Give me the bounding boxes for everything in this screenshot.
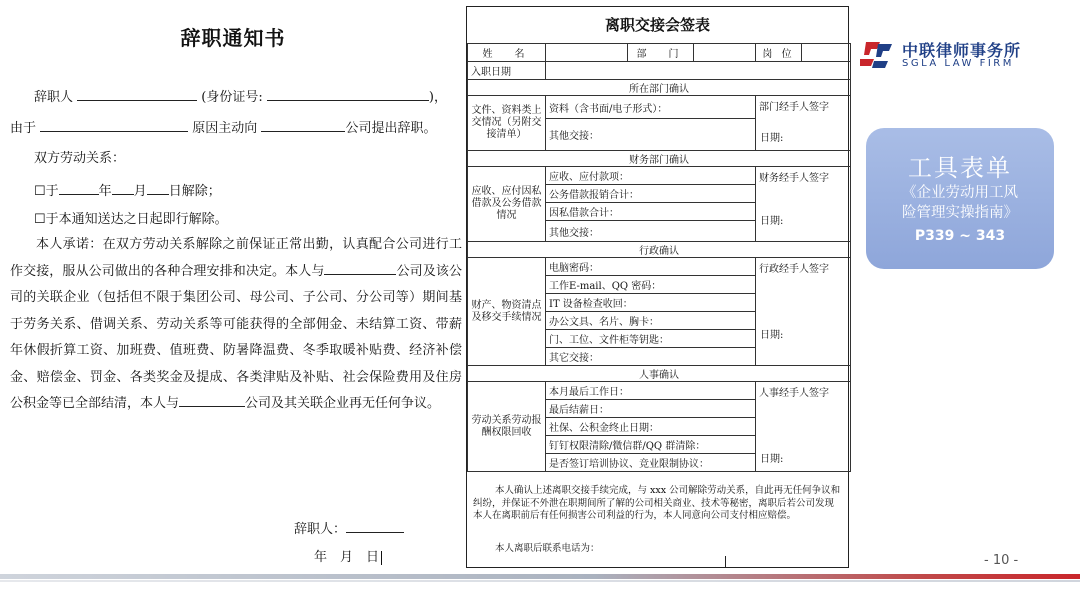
section4-item: 钉钉权限清除/微信群/QQ 群清除： [546, 436, 756, 454]
form-contact-phone: 本人离职后联系电话为： [495, 543, 600, 554]
entry-date-value[interactable] [546, 62, 851, 80]
section4-item: 本月最后工作日： [546, 382, 756, 400]
blank-field [179, 394, 245, 407]
section4-item: 最后结薪日： [546, 400, 756, 418]
form-declaration: 本人确认上述离职交接手续完成，与 xxx 公司解除劳动关系，自此再无任何争议和纠纷，并保证不外泄在职期间所了解的公司相关商业、技术等秘密，离职后若公司发现本人在离职前后有任何损害公司利益的行为，本人同意向公司支付相应赔偿。 [473, 485, 841, 521]
entry-date-label: 入职日期 [468, 62, 546, 80]
form-title: 离职交接会签表 [604, 16, 710, 34]
firm-logo [860, 38, 1035, 72]
firm-name-en: SGLA LAW FIRM [902, 58, 1014, 69]
section2-item: 公务借款报销合计： [546, 185, 756, 203]
blank-field [77, 88, 197, 101]
section1-item: 其他交接： [546, 119, 756, 151]
section3-item: 门、工位、文件柜等钥匙： [546, 330, 756, 348]
section2-category: 应收、应付因私借款及公务借款情况 [468, 167, 546, 242]
name-label: 姓 名 [468, 44, 546, 62]
notice-title: 辞职通知书 [180, 26, 286, 50]
section2-item: 因私借款合计： [546, 203, 756, 221]
section1-signature[interactable]: 部门经手人签字 日期: [756, 96, 851, 151]
firm-name-cn: 中联律师事务所 [902, 41, 1022, 60]
section-dept-confirm: 所在部门确认 [468, 80, 851, 96]
section3-item: 其它交接： [546, 348, 756, 366]
section-finance-confirm: 财务部门确认 [468, 151, 851, 167]
section1-category: 文件、资料类上交情况（另附交接清单） [468, 96, 546, 151]
blank-field [59, 182, 99, 195]
section3-item: IT 设备检查收回： [546, 294, 756, 312]
notice-option-immediate: ☐于本通知送达之日起即行解除。 [34, 212, 228, 227]
tool-form-badge [866, 128, 1054, 269]
section3-signature[interactable]: 行政经手人签字 日期: [756, 258, 851, 366]
badge-book-title: 《企业劳动用工风 险管理实操指南》 [902, 185, 1018, 221]
dept-value[interactable] [694, 44, 756, 62]
dept-label: 部 门 [628, 44, 694, 62]
handover-signoff-form [466, 6, 849, 568]
section4-item: 是否签订培训协议、竞业限制协议： [546, 454, 756, 472]
section4-category: 劳动关系劳动报酬权限回收 [468, 382, 546, 472]
position-label: 岗 位 [756, 44, 802, 62]
form-table [467, 43, 851, 472]
section3-item: 办公文具、名片、胸卡： [546, 312, 756, 330]
blank-field [40, 119, 188, 132]
blank-field [346, 520, 404, 533]
notice-line-relation: 双方劳动关系： [34, 151, 126, 166]
notice-signature: 辞职人： [294, 520, 404, 538]
blank-field [147, 182, 169, 195]
section4-item: 社保、公积金终止日期： [546, 418, 756, 436]
section1-item: 资料（含书面/电子形式）： [546, 96, 756, 119]
name-value[interactable] [546, 44, 628, 62]
text-cursor [381, 551, 382, 565]
resignation-notice [0, 0, 466, 580]
badge-pages: P339 ~ 343 [914, 228, 1006, 244]
section3-category: 财产、物资清点及移交手续情况 [468, 258, 546, 366]
notice-date: 年 月 日 [314, 550, 382, 566]
blank-field [324, 262, 396, 275]
section3-item: 电脑密码： [546, 258, 756, 276]
firm-logo-icon [860, 40, 894, 68]
position-value[interactable] [802, 44, 851, 62]
blank-field [261, 119, 345, 132]
section4-signature[interactable]: 人事经手人签字 日期: [756, 382, 851, 472]
section-admin-confirm: 行政确认 [468, 242, 851, 258]
section3-item: 工作E-mail、QQ 密码： [546, 276, 756, 294]
notice-line-resigner: 辞职人 (身份证号: )， [34, 90, 447, 105]
notice-option-date: ☐于 年 月 日解除； [34, 184, 221, 199]
section-hr-confirm: 人事确认 [468, 366, 851, 382]
blank-field [112, 182, 134, 195]
section2-signature[interactable]: 财务经手人签字 日期: [756, 167, 851, 242]
text-cursor [725, 556, 726, 567]
section2-item: 应收、应付款项： [546, 167, 756, 185]
page-number: - 10 - [984, 553, 1019, 568]
footer-bar [0, 574, 1080, 579]
blank-field [267, 88, 429, 101]
notice-commitment-paragraph: 本人承诺：在双方劳动关系解除之前保证正常出勤，认真配合公司进行工作交接，服从公司做出的各种合理安排和决定。本人与 公司及该公司的关联企业（包括但不限于集团公司、母公司、子公司、分公司等）期间基于劳务关系、借调关系、劳动关系等可能获得的全部佣金、未结算工资、带薪年休假折算工资、加班费、值班费、防暑降温费、冬季取暖补贴费、经济补偿金、赔偿金、罚金、各类奖金及提成、各类津贴及补贴、社会保险费用及住房公积金等已全部结清，本人与 公司及其关联企业再无任何争议。 [10, 237, 462, 411]
notice-line-reason: 由于 原因主动向 公司提出辞职。 [10, 121, 437, 136]
footer-bar-shadow [0, 580, 1080, 582]
section2-item: 其他交接： [546, 221, 756, 242]
badge-title: 工具表单 [908, 154, 1012, 182]
